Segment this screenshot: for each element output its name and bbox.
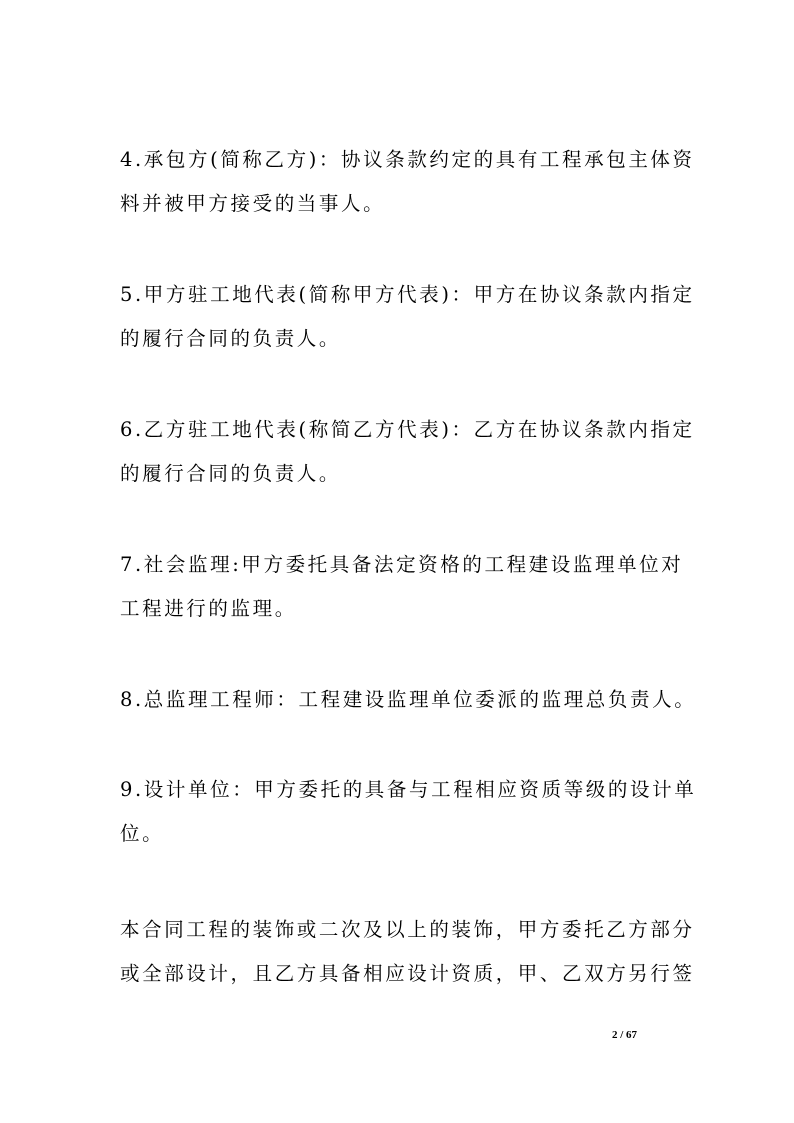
text-line: 位。 — [120, 822, 165, 845]
paragraph-chief-supervisor — [120, 678, 697, 722]
text-line: 的履行合同的负责人。 — [120, 462, 342, 485]
paragraph-party-b-representative — [120, 408, 695, 496]
text-line: 或全部设计，且乙方具备相应设计资质，甲、乙双方另行签 — [120, 962, 695, 985]
paragraph-social-supervision — [120, 543, 684, 631]
text-line: 9.设计单位：甲方委托的具备与工程相应资质等级的设计单 — [120, 778, 697, 801]
text-line: 料并被甲方接受的当事人。 — [120, 192, 386, 215]
text-line: 7.社会监理:甲方委托具备法定资格的工程建设监理单位对 — [120, 553, 684, 576]
text-line: 5.甲方驻工地代表(简称甲方代表)：甲方在协议条款内指定 — [120, 283, 695, 306]
paragraph-decoration-design — [120, 908, 695, 996]
text-line: 本合同工程的装饰或二次及以上的装饰，甲方委托乙方部分 — [120, 918, 695, 941]
text-line: 8.总监理工程师：工程建设监理单位委派的监理总负责人。 — [120, 688, 697, 711]
text-line: 4.承包方(简称乙方)：协议条款约定的具有工程承包主体资 — [120, 148, 695, 171]
text-line: 工程进行的监理。 — [120, 597, 297, 620]
paragraph-contractor — [120, 138, 695, 226]
paragraph-party-a-representative — [120, 273, 695, 361]
text-line: 的履行合同的负责人。 — [120, 327, 342, 350]
page-number: 2 / 67 — [612, 1029, 638, 1041]
text-line: 6.乙方驻工地代表(称简乙方代表)：乙方在协议条款内指定 — [120, 418, 695, 441]
paragraph-design-unit — [120, 768, 697, 856]
